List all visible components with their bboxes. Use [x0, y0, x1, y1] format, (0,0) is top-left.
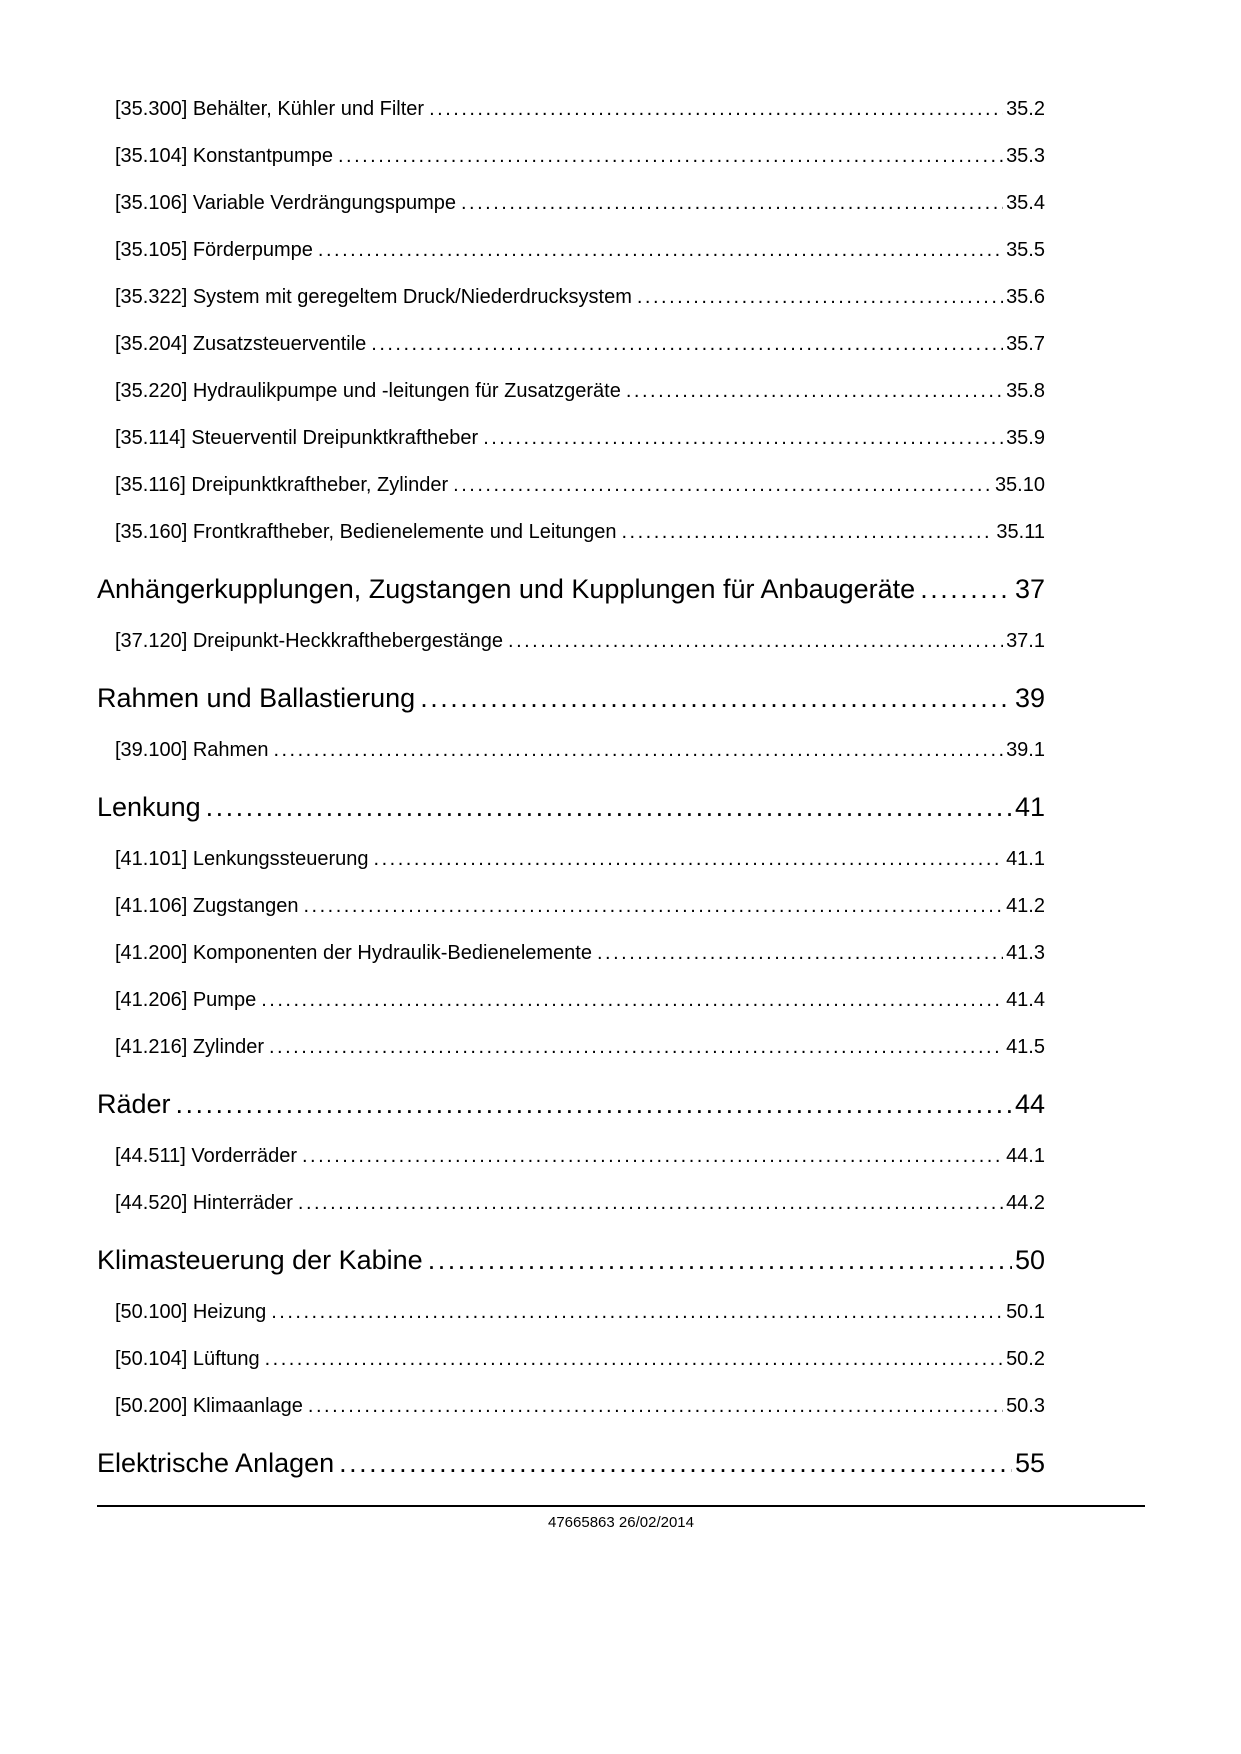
toc-entry-label: [35.300] Behälter, Kühler und Filter [115, 98, 425, 120]
toc-entry-row [97, 883, 1045, 930]
toc-heading-page-number: 50 [1014, 1245, 1045, 1275]
toc-heading-page-number: 55 [1014, 1448, 1045, 1478]
toc-entry-page-number: 41.5 [1006, 1036, 1045, 1058]
toc-entry-page-number: 41.4 [1006, 989, 1045, 1011]
dot-leader [298, 1192, 1003, 1215]
toc-entry-row [97, 1133, 1045, 1180]
dot-leader [374, 848, 1004, 871]
toc-entry-page-number: 35.9 [1006, 427, 1045, 449]
toc-entry-label: [41.216] Zylinder [115, 1036, 264, 1058]
toc-entry-row [97, 1289, 1045, 1336]
toc-heading-page-number: 37 [1014, 574, 1045, 604]
dot-leader [621, 521, 993, 544]
toc-heading-row [97, 561, 1045, 618]
toc-entry-label: [35.104] Konstantpumpe [115, 145, 333, 167]
toc-heading-row [97, 1435, 1045, 1492]
toc-entry-row [97, 836, 1045, 883]
dot-leader [303, 895, 1003, 918]
toc-entry-page-number: 41.3 [1006, 942, 1045, 964]
toc-entry-label: [50.104] Lüftung [115, 1348, 260, 1370]
toc-heading-page-number: 44 [1014, 1089, 1045, 1119]
toc-entry-label: [35.106] Variable Verdrängungspumpe [115, 192, 456, 214]
toc-entry-label: [35.105] Förderpumpe [115, 239, 313, 261]
dot-leader [206, 792, 1012, 823]
footer-text: 47665863 26/02/2014 [548, 1514, 694, 1531]
toc-entry-page-number: 35.6 [1006, 286, 1045, 308]
toc-entry-row [97, 133, 1045, 180]
dot-leader [338, 145, 1003, 168]
toc-entry-row [97, 930, 1045, 977]
toc-entry-label: [35.160] Frontkraftheber, Bedienelemente und Leitungen [115, 521, 617, 543]
toc-heading-label: Lenkung [97, 792, 201, 822]
toc-entry-row [97, 1180, 1045, 1227]
dot-leader [453, 474, 992, 497]
toc-heading-row [97, 1232, 1045, 1289]
toc-entry-row [97, 274, 1045, 321]
toc-entry-row [97, 727, 1045, 774]
toc-entry-page-number: 50.3 [1006, 1395, 1045, 1417]
toc-entry-label: [39.100] Rahmen [115, 739, 269, 761]
toc-heading-label: Elektrische Anlagen [97, 1448, 335, 1478]
toc-entry-label: [50.100] Heizung [115, 1301, 267, 1323]
toc-entry-page-number: 35.4 [1006, 192, 1045, 214]
toc-entry-row [97, 86, 1045, 133]
toc-heading-page-number: 41 [1014, 792, 1045, 822]
dot-leader [920, 574, 1012, 605]
toc-entry-label: [37.120] Dreipunkt-Heckkrafthebergestänge [115, 630, 504, 652]
toc-entry-label: [35.116] Dreipunktkraftheber, Zylinder [115, 474, 449, 496]
toc-heading-label: Anhängerkupplungen, Zugstangen und Kupplungen für Anbaugeräte [97, 574, 916, 604]
toc-heading-row [97, 779, 1045, 836]
toc-entry-row [97, 227, 1045, 274]
toc-entry-label: [35.204] Zusatzsteuerventile [115, 333, 367, 355]
dot-leader [308, 1395, 1003, 1418]
dot-leader [273, 739, 1003, 762]
toc-entry-page-number: 44.1 [1006, 1145, 1045, 1167]
dot-leader [318, 239, 1003, 262]
dot-leader [626, 380, 1003, 403]
toc-list [97, 86, 1045, 1492]
toc-entry-page-number: 35.10 [994, 474, 1045, 496]
toc-entry-label: [44.511] Vorderräder [115, 1145, 297, 1167]
dot-leader [371, 333, 1003, 356]
toc-entry-row [97, 368, 1045, 415]
toc-entry-label: [44.520] Hinterräder [115, 1192, 293, 1214]
toc-entry-page-number: 41.2 [1006, 895, 1045, 917]
dot-leader [265, 1348, 1003, 1371]
toc-entry-label: [35.220] Hydraulikpumpe und -leitungen für Zusatzgeräte [115, 380, 621, 402]
toc-entry-label: [50.200] Klimaanlage [115, 1395, 303, 1417]
dot-leader [420, 683, 1012, 714]
toc-entry-label: [41.106] Zugstangen [115, 895, 299, 917]
toc-entry-row [97, 618, 1045, 665]
toc-entry-page-number: 35.2 [1006, 98, 1045, 120]
toc-heading-label: Rahmen und Ballastierung [97, 683, 416, 713]
toc-heading-page-number: 39 [1014, 683, 1045, 713]
toc-entry-row [97, 1024, 1045, 1071]
toc-entry-row [97, 321, 1045, 368]
dot-leader [261, 989, 1003, 1012]
dot-leader [483, 427, 1003, 450]
toc-heading-label: Räder [97, 1089, 171, 1119]
toc-entry-page-number: 41.1 [1006, 848, 1045, 870]
toc-entry-page-number: 44.2 [1006, 1192, 1045, 1214]
toc-entry-page-number: 35.7 [1006, 333, 1045, 355]
toc-entry-row [97, 180, 1045, 227]
toc-heading-row [97, 670, 1045, 727]
toc-entry-label: [41.200] Komponenten der Hydraulik-Bedienelemente [115, 942, 592, 964]
toc-entry-page-number: 37.1 [1006, 630, 1045, 652]
dot-leader [461, 192, 1003, 215]
toc-entry-label: [35.322] System mit geregeltem Druck/Niederdrucksystem [115, 286, 632, 308]
toc-entry-page-number: 50.2 [1006, 1348, 1045, 1370]
dot-leader [302, 1145, 1003, 1168]
toc-entry-row [97, 509, 1045, 556]
toc-entry-row [97, 462, 1045, 509]
toc-entry-label: [35.114] Steuerventil Dreipunktkraftheber [115, 427, 479, 449]
toc-entry-page-number: 35.5 [1006, 239, 1045, 261]
dot-leader [508, 630, 1003, 653]
toc-entry-page-number: 35.8 [1006, 380, 1045, 402]
toc-entry-page-number: 35.11 [996, 521, 1045, 543]
dot-leader [428, 1245, 1012, 1276]
dot-leader [429, 98, 1003, 121]
dot-leader [637, 286, 1003, 309]
toc-entry-label: [41.101] Lenkungssteuerung [115, 848, 369, 870]
dot-leader [176, 1089, 1012, 1120]
dot-leader [271, 1301, 1003, 1324]
toc-entry-row [97, 1383, 1045, 1430]
toc-heading-label: Klimasteuerung der Kabine [97, 1245, 423, 1275]
page-footer [97, 1505, 1145, 1532]
toc-heading-row [97, 1076, 1045, 1133]
toc-entry-page-number: 35.3 [1006, 145, 1045, 167]
toc-entry-label: [41.206] Pumpe [115, 989, 257, 1011]
dot-leader [339, 1448, 1012, 1479]
toc-entry-row [97, 977, 1045, 1024]
toc-entry-row [97, 415, 1045, 462]
dot-leader [269, 1036, 1003, 1059]
toc-entry-row [97, 1336, 1045, 1383]
dot-leader [597, 942, 1003, 965]
toc-entry-page-number: 50.1 [1006, 1301, 1045, 1323]
toc-entry-page-number: 39.1 [1006, 739, 1045, 761]
